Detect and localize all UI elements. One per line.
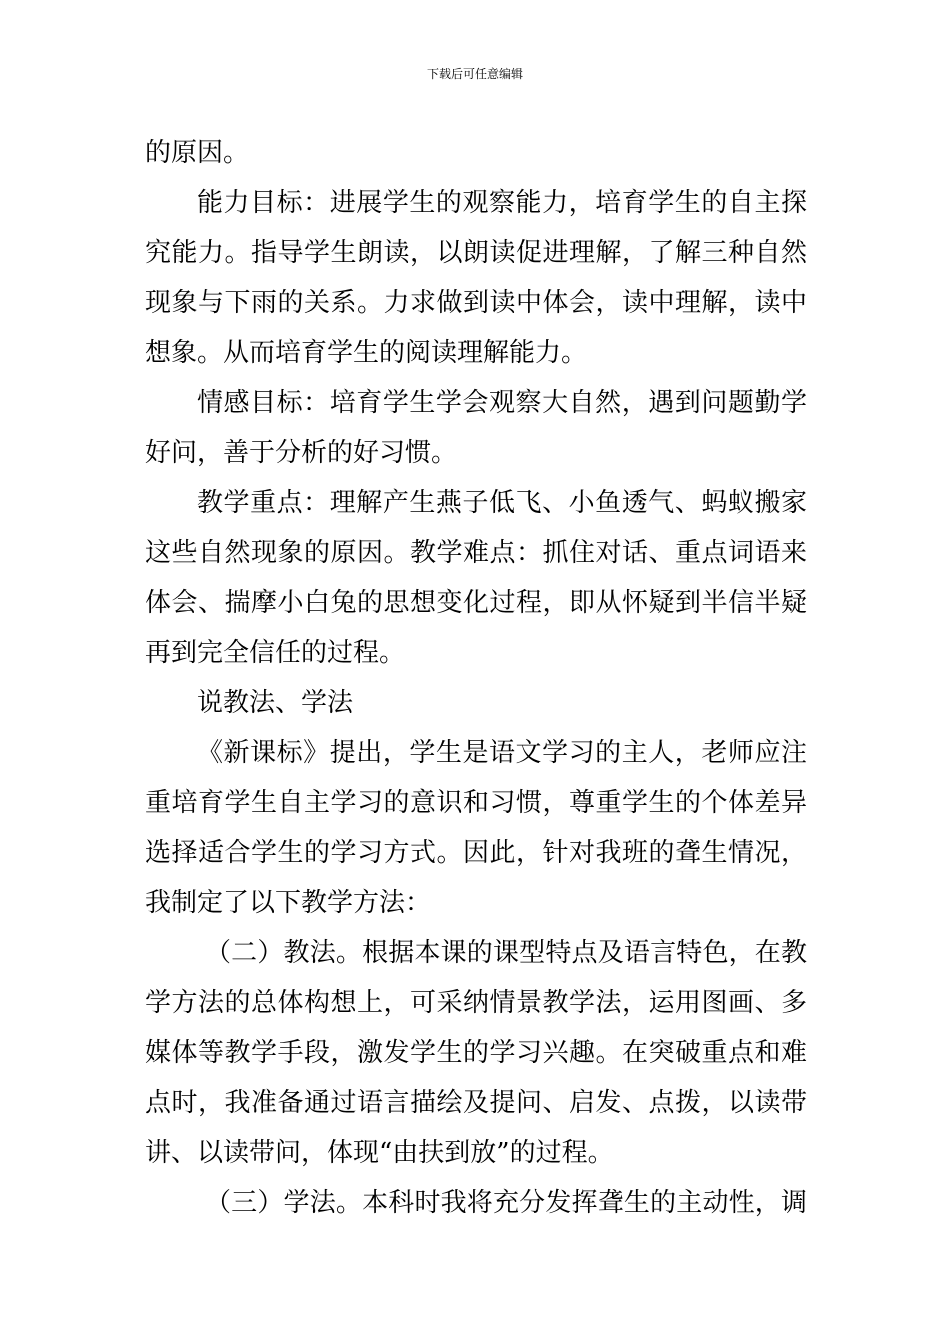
text-line: 我制定了以下教学方法： xyxy=(145,888,432,918)
text-line: 想象。从而培育学生的阅读理解能力。 xyxy=(145,338,588,368)
text-line: 体会、揣摩小白兔的思想变化过程，即从怀疑到半信半疑 xyxy=(145,588,807,618)
text-line: 学方法的总体构想上，可采纳情景教学法，运用图画、多 xyxy=(145,988,807,1018)
text-line: 重培育学生自主学习的意识和习惯，尊重学生的个体差异 xyxy=(145,788,807,818)
paragraph-new-curriculum: 《新课标》提出，学生是语文学习的主人，老师应注 xyxy=(197,738,807,768)
page-header: 下载后可任意编辑 xyxy=(426,67,523,81)
text-line: 再到完全信任的过程。 xyxy=(145,638,406,668)
document-body xyxy=(145,128,807,1228)
text-line: 好问，善于分析的好习惯。 xyxy=(145,438,458,468)
paragraph-ability-goal: 能力目标：进展学生的观察能力，培育学生的自主探 xyxy=(197,188,807,218)
text-line: 媒体等教学手段，激发学生的学习兴趣。在突破重点和难 xyxy=(145,1038,807,1068)
section-heading-methods: 说教法、学法 xyxy=(197,688,354,718)
text-line: 选择适合学生的学习方式。因此，针对我班的聋生情况， xyxy=(145,838,807,868)
text-line: 的原因。 xyxy=(145,138,250,168)
paragraph-teaching-method: （二）教法。根据本课的课型特点及语言特色，在教 xyxy=(205,938,807,968)
text-line: 现象与下雨的关系。力求做到读中体会，读中理解，读中 xyxy=(145,288,807,318)
paragraph-emotion-goal: 情感目标：培育学生学会观察大自然，遇到问题勤学 xyxy=(197,388,807,418)
paragraph-teaching-focus: 教学重点：理解产生燕子低飞、小鱼透气、蚂蚁搬家 xyxy=(197,488,807,518)
text-line: 究能力。指导学生朗读，以朗读促进理解，了解三种自然 xyxy=(145,238,807,268)
paragraph-learning-method: （三）学法。本科时我将充分发挥聋生的主动性，调 xyxy=(205,1188,807,1218)
text-line: 点时，我准备通过语言描绘及提问、启发、点拨，以读带 xyxy=(145,1088,807,1118)
text-line: 这些自然现象的原因。教学难点：抓住对话、重点词语来 xyxy=(145,538,807,568)
text-line: 讲、以读带问，体现“由扶到放”的过程。 xyxy=(145,1138,614,1168)
